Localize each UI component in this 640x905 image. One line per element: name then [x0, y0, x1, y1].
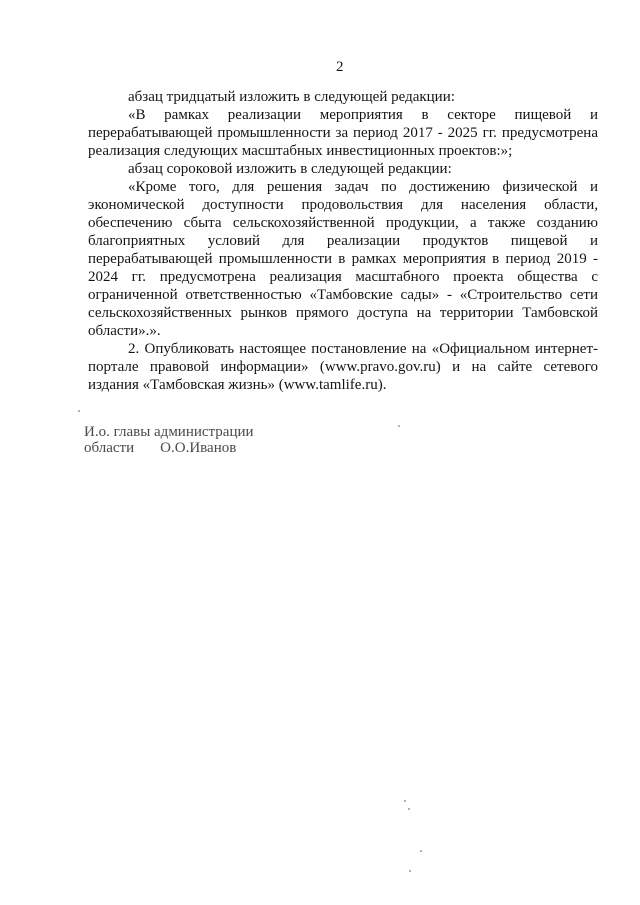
paragraph-amendment-40-intro: абзац сороковой изложить в следующей редакции:: [128, 161, 452, 177]
signature-name: О.О.Иванов: [160, 440, 237, 456]
signature-name-line: [84, 440, 254, 456]
scan-speck: [78, 410, 80, 412]
paragraph-publication-clause: 2. Опубликовать настоящее постановление на «Официальном интернет-портале правовой информации» (www.pravo.gov.ru) и на сайте сетевого издания «Тамбовская жизнь» (www.tamlife.ru).: [88, 341, 598, 393]
scan-speck: [409, 870, 411, 872]
page-number: 2: [336, 59, 344, 75]
signature-block: [84, 424, 254, 456]
paragraph-amendment-30-intro: абзац тридцатый изложить в следующей редакции:: [128, 89, 455, 105]
signature-title: И.о. главы администрации: [84, 424, 254, 440]
signature-region: области: [84, 440, 135, 456]
scan-speck: [398, 425, 400, 427]
scan-speck: [420, 850, 422, 852]
scan-speck: [404, 800, 406, 802]
paragraph-amendment-40-text: «Кроме того, для решения задач по достижению физической и экономической доступности продовольствия для населения области, обеспечению сбыта сельскохозяйственной продукции, а также созданию благоприятных условий для реализации продуктов пищевой и перерабатывающей промышленности в рамках мероприятия в период 2019 - 2024 гг. предусмотрена реализация масштабного проекта общества с ограниченной ответственностью «Тамбовские сады» - «Строительство сети сельскохозяйственных рынков прямого доступа на территории Тамбовской области».».: [88, 179, 598, 339]
scan-speck: [408, 808, 410, 810]
document-body: [88, 88, 598, 394]
paragraph-amendment-30-text: «В рамках реализации мероприятия в секторе пищевой и перерабатывающей промышленности за период 2017 - 2025 гг. предусмотрена реализация следующих масштабных инвестиционных проектов:»;: [88, 107, 598, 159]
